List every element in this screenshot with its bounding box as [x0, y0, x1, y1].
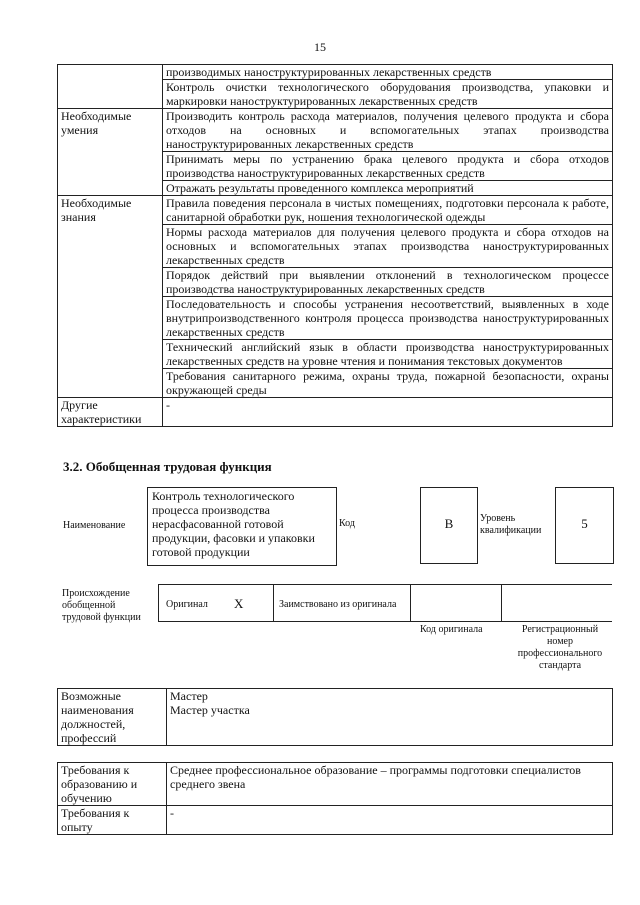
table-cell: Правила поведения персонала в чистых помещениях, подготовки персонала к работе, санитарной обработки рук, ношения технологической одежды: [163, 196, 613, 225]
row-label: Требования к опыту: [58, 806, 167, 835]
divider: [410, 584, 411, 622]
original-mark: X: [234, 596, 244, 611]
origin-label: Происхождение обобщенной трудовой функции: [62, 588, 141, 623]
table-cell: Порядок действий при выявлении отклонений в технологическом процессе производства наноструктурированных лекарственных средств: [163, 268, 613, 297]
table-row: [58, 398, 613, 427]
original-label: Оригинал: [166, 599, 208, 610]
table-row: [58, 763, 613, 806]
row-label: [58, 65, 163, 109]
table-cell: Среднее профессиональное образование – программы подготовки специалистов среднего звена: [167, 763, 613, 806]
borrowed-label: Заимствовано из оригинала: [279, 599, 397, 610]
level-label: Уровень квалификации: [480, 513, 542, 536]
level-box: [555, 487, 614, 564]
table-row: [58, 196, 613, 225]
code-box: [420, 487, 478, 564]
labor-function-table: [57, 64, 613, 427]
name-label: Наименование: [63, 520, 126, 531]
table-cell: -: [163, 398, 613, 427]
function-name-box: Контроль технологического процесса производства нерасфасованной готовой продукции, фасовки и упаковки готовой продукции: [147, 487, 337, 566]
reg-number-caption: Регистрационный номер профессионального стандарта: [517, 624, 603, 671]
table-row: [58, 109, 613, 152]
divider: [158, 584, 159, 622]
table-cell: Контроль очистки технологического оборудования производства, упаковки и маркировки наноструктурированных лекарственных средств: [163, 80, 613, 109]
table-row: [58, 689, 613, 746]
table-cell: -: [167, 806, 613, 835]
table-row: [58, 806, 613, 835]
table-cell: Принимать меры по устранению брака целевого продукта и сбора отходов производства наноструктурированных лекарственных средств: [163, 152, 613, 181]
section-heading: 3.2. Обобщенная трудовая функция: [63, 459, 272, 474]
row-label-other: Другие характеристики: [58, 398, 163, 427]
row-label-knowledge: Необходимые знания: [58, 196, 163, 398]
code-value: B: [444, 516, 454, 531]
row-label-skills: Необходимые умения: [58, 109, 163, 196]
row-label: Требования к образованию и обучению: [58, 763, 167, 806]
table-cell: Производить контроль расхода материалов, получения целевого продукта и сбора отходов на основных и вспомогательных этапах производства наноструктурированных лекарственных средств: [163, 109, 613, 152]
divider: [158, 621, 612, 622]
row-label: Возможные наименования должностей, профессий: [58, 689, 167, 746]
table-row: [58, 65, 613, 80]
table-cell: Требования санитарного режима, охраны труда, пожарной безопасности, охраны окружающей среды: [163, 369, 613, 398]
table-cell: Нормы расхода материалов для получения целевого продукта и сбора отходов на основных и вспомогательных этапах производства наноструктурированных лекарственных средств: [163, 225, 613, 268]
level-value: 5: [581, 516, 588, 531]
code-label: Код: [339, 518, 355, 529]
divider: [158, 584, 612, 585]
job-title: Мастер: [170, 689, 208, 703]
table-cell: [167, 689, 613, 746]
table-cell: Последовательность и способы устранения несоответствий, выявленных в ходе внутрипроизводственного контроля процесса производства наноструктурированных лекарственных средств: [163, 297, 613, 340]
table-cell: Технический английский язык в области производства наноструктурированных лекарственных средств на уровне чтения и понимания текстовых документов: [163, 340, 613, 369]
table-cell: Отражать результаты проведенного комплекса мероприятий: [163, 181, 613, 196]
divider: [501, 584, 502, 622]
table-cell: производимых наноструктурированных лекарственных средств: [163, 65, 613, 80]
code-original-caption: Код оригинала: [420, 624, 483, 635]
page-number: 15: [314, 40, 326, 54]
requirements-table: [57, 762, 613, 835]
job-title: Мастер участка: [170, 703, 250, 717]
job-titles-table: [57, 688, 613, 746]
divider: [273, 584, 274, 622]
